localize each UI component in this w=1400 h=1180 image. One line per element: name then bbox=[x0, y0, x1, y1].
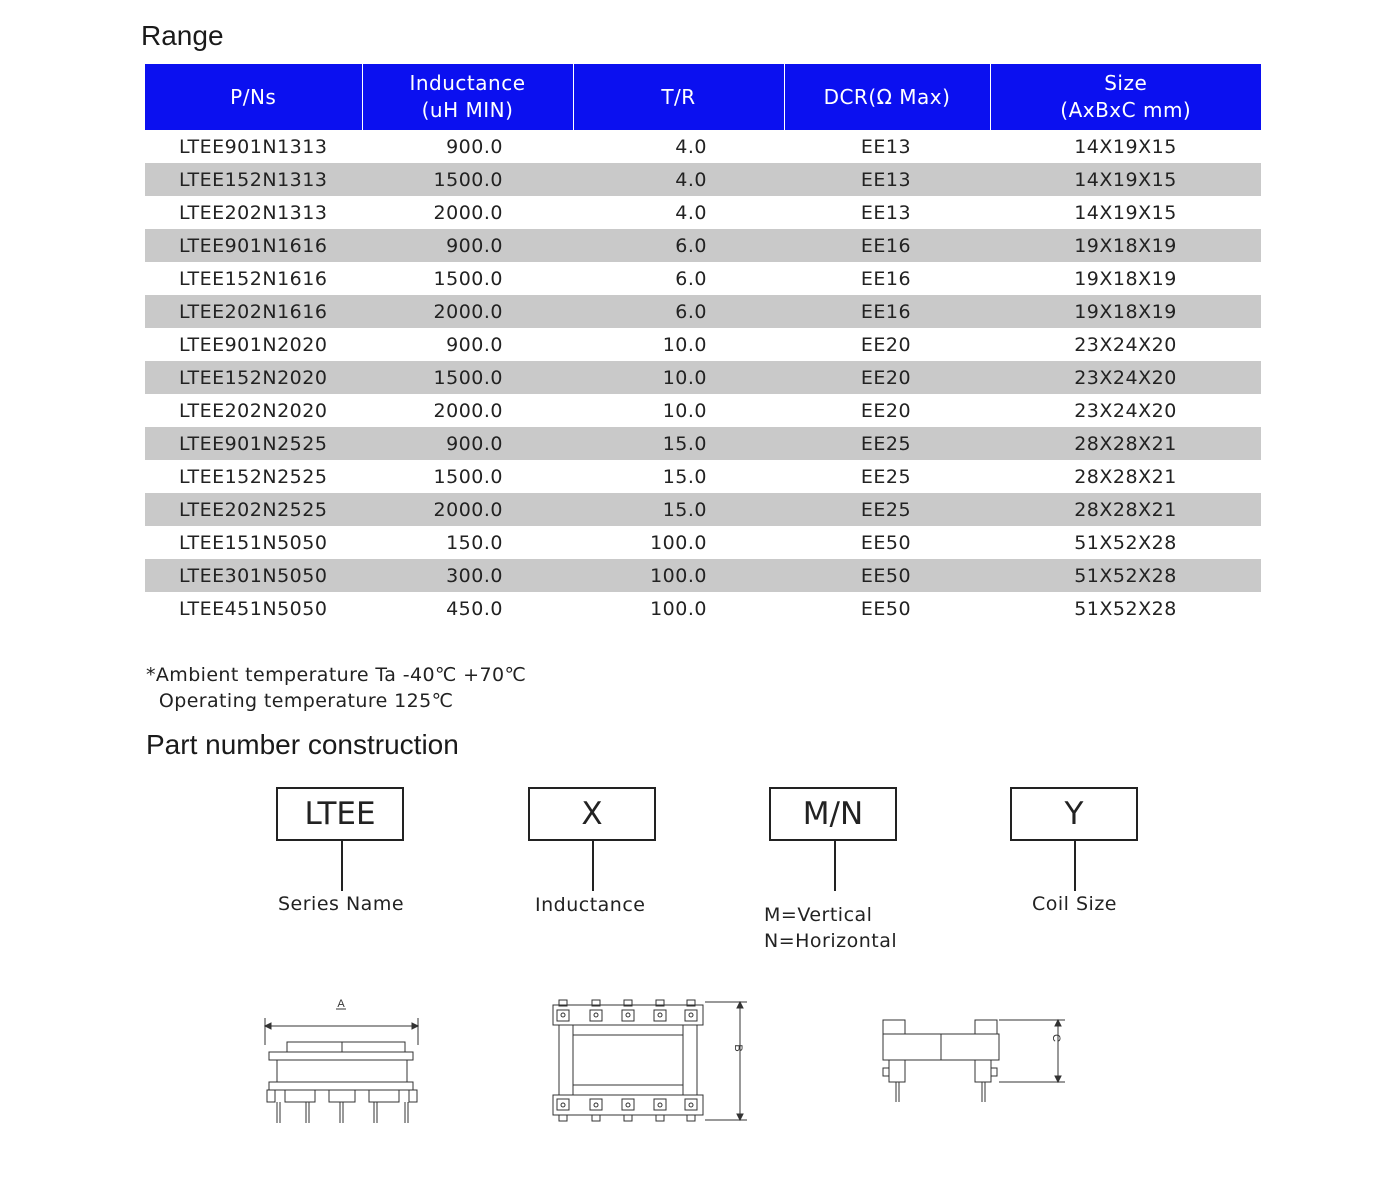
table-body bbox=[145, 130, 1261, 625]
cell-inductance: 450.0 bbox=[446, 597, 503, 620]
table-row bbox=[145, 361, 1261, 394]
cell-part-number: LTEE202N1313 bbox=[179, 201, 328, 224]
cell-inductance: 900.0 bbox=[446, 333, 503, 356]
table-row bbox=[145, 295, 1261, 328]
dimension-c-label: C bbox=[1050, 1034, 1062, 1042]
cell-part-number: LTEE152N2525 bbox=[179, 465, 328, 488]
table-row bbox=[145, 460, 1261, 493]
cell-tr: 100.0 bbox=[650, 597, 707, 620]
cell-size: 28X28X21 bbox=[990, 493, 1261, 526]
cell-part-number: LTEE152N2020 bbox=[145, 361, 362, 394]
ambient-temp-note: *Ambient temperature Ta -40℃ +70℃ bbox=[146, 664, 527, 686]
cell-size: 28X28X21 bbox=[990, 427, 1261, 460]
cell-inductance: 900.0 bbox=[362, 427, 573, 460]
cell-dcr: EE13 bbox=[860, 135, 912, 158]
orientation-code-box: M/N bbox=[769, 787, 897, 841]
table-row bbox=[145, 328, 1261, 361]
inductance-code-box: X bbox=[528, 787, 656, 841]
cell-inductance: 2000.0 bbox=[433, 201, 503, 224]
cell-tr: 15.0 bbox=[573, 427, 784, 460]
table-header bbox=[145, 64, 1261, 130]
cell-inductance: 1500.0 bbox=[362, 163, 573, 196]
inductance-connector bbox=[592, 841, 594, 891]
cell-inductance: 900.0 bbox=[446, 135, 503, 158]
coil-size-code-box: Y bbox=[1010, 787, 1138, 841]
cell-dcr: EE16 bbox=[784, 229, 990, 262]
cell-part-number: LTEE301N5050 bbox=[145, 559, 362, 592]
cell-inductance: 1500.0 bbox=[433, 267, 503, 290]
cell-inductance: 1500.0 bbox=[433, 465, 503, 488]
cell-tr: 100.0 bbox=[573, 559, 784, 592]
cell-tr: 6.0 bbox=[573, 229, 784, 262]
dimension-a-label: A bbox=[337, 998, 345, 1010]
cell-part-number: LTEE202N1616 bbox=[145, 295, 362, 328]
coil-size-label: Coil Size bbox=[1032, 893, 1117, 915]
cell-size: 23X24X20 bbox=[990, 361, 1261, 394]
top-view-drawing bbox=[545, 995, 760, 1130]
cell-inductance: 150.0 bbox=[446, 531, 503, 554]
cell-size: 23X24X20 bbox=[1074, 333, 1177, 356]
side-view-drawing bbox=[255, 990, 430, 1130]
table-row bbox=[145, 427, 1261, 460]
cell-part-number: LTEE451N5050 bbox=[179, 597, 328, 620]
cell-inductance: 2000.0 bbox=[362, 493, 573, 526]
table-row bbox=[145, 229, 1261, 262]
cell-dcr: EE50 bbox=[860, 597, 912, 620]
coil-size-connector bbox=[1074, 841, 1076, 891]
cell-dcr: EE20 bbox=[860, 399, 912, 422]
cell-size: 19X18X19 bbox=[990, 295, 1261, 328]
table-row bbox=[145, 493, 1261, 526]
cell-tr: 10.0 bbox=[573, 361, 784, 394]
header-dcr: DCR(Ω Max) bbox=[784, 64, 990, 130]
cell-tr: 6.0 bbox=[573, 295, 784, 328]
cell-tr: 4.0 bbox=[675, 135, 707, 158]
cell-tr: 4.0 bbox=[675, 201, 707, 224]
cell-tr: 15.0 bbox=[662, 465, 707, 488]
cell-dcr: EE16 bbox=[860, 267, 912, 290]
inductance-label: Inductance bbox=[535, 894, 646, 916]
cell-tr: 10.0 bbox=[662, 399, 707, 422]
cell-part-number: LTEE202N2020 bbox=[179, 399, 328, 422]
orientation-label: M=Vertical N=Horizontal bbox=[764, 904, 898, 952]
cell-dcr: EE20 bbox=[860, 333, 912, 356]
cell-part-number: LTEE901N1616 bbox=[145, 229, 362, 262]
cell-dcr: EE25 bbox=[784, 493, 990, 526]
cell-part-number: LTEE151N5050 bbox=[179, 531, 328, 554]
cell-dcr: EE13 bbox=[860, 201, 912, 224]
cell-part-number: LTEE152N1616 bbox=[179, 267, 328, 290]
operating-temp-note: Operating temperature 125℃ bbox=[146, 690, 454, 712]
cell-dcr: EE50 bbox=[860, 531, 912, 554]
part-number-title: Part number construction bbox=[146, 729, 459, 760]
cell-inductance: 2000.0 bbox=[433, 399, 503, 422]
table-row bbox=[145, 592, 1261, 625]
cell-dcr: EE20 bbox=[784, 361, 990, 394]
range-title: Range bbox=[141, 20, 224, 51]
cell-tr: 15.0 bbox=[573, 493, 784, 526]
header-pns: P/Ns bbox=[145, 64, 362, 130]
table-row bbox=[145, 130, 1261, 163]
cell-inductance: 1500.0 bbox=[362, 361, 573, 394]
table-row bbox=[145, 196, 1261, 229]
cell-size: 51X52X28 bbox=[990, 559, 1261, 592]
cell-size: 23X24X20 bbox=[1074, 399, 1177, 422]
front-view-drawing bbox=[875, 1010, 1075, 1110]
cell-inductance: 900.0 bbox=[362, 229, 573, 262]
cell-part-number: LTEE152N1313 bbox=[145, 163, 362, 196]
cell-size: 51X52X28 bbox=[1074, 597, 1177, 620]
table-row bbox=[145, 559, 1261, 592]
cell-tr: 10.0 bbox=[662, 333, 707, 356]
header-inductance: Inductance (uH MIN) bbox=[362, 64, 573, 130]
cell-part-number: LTEE901N1313 bbox=[179, 135, 328, 158]
orientation-connector bbox=[834, 841, 836, 891]
cell-dcr: EE13 bbox=[784, 163, 990, 196]
cell-size: 19X18X19 bbox=[1074, 267, 1177, 290]
cell-part-number: LTEE202N2525 bbox=[145, 493, 362, 526]
cell-dcr: EE25 bbox=[784, 427, 990, 460]
cell-tr: 100.0 bbox=[650, 531, 707, 554]
temperature-notes bbox=[146, 662, 526, 714]
dimension-b-label: B bbox=[732, 1044, 744, 1052]
cell-size: 51X52X28 bbox=[1074, 531, 1177, 554]
cell-tr: 4.0 bbox=[573, 163, 784, 196]
table-row bbox=[145, 394, 1261, 427]
cell-size: 14X19X15 bbox=[1074, 201, 1177, 224]
cell-inductance: 300.0 bbox=[362, 559, 573, 592]
series-label: Series Name bbox=[278, 893, 405, 915]
series-connector bbox=[341, 841, 343, 891]
cell-dcr: EE16 bbox=[784, 295, 990, 328]
series-code-box: LTEE bbox=[276, 787, 404, 841]
cell-dcr: EE25 bbox=[860, 465, 912, 488]
table-row bbox=[145, 526, 1261, 559]
cell-size: 14X19X15 bbox=[1074, 135, 1177, 158]
cell-inductance: 2000.0 bbox=[362, 295, 573, 328]
cell-size: 28X28X21 bbox=[1074, 465, 1177, 488]
spec-table bbox=[145, 64, 1261, 625]
cell-tr: 6.0 bbox=[675, 267, 707, 290]
header-tr: T/R bbox=[573, 64, 784, 130]
header-size: Size (AxBxC mm) bbox=[990, 64, 1261, 130]
cell-size: 19X18X19 bbox=[990, 229, 1261, 262]
cell-size: 14X19X15 bbox=[990, 163, 1261, 196]
cell-part-number: LTEE901N2525 bbox=[145, 427, 362, 460]
cell-part-number: LTEE901N2020 bbox=[179, 333, 328, 356]
cell-dcr: EE50 bbox=[784, 559, 990, 592]
table-row bbox=[145, 163, 1261, 196]
table-row bbox=[145, 262, 1261, 295]
